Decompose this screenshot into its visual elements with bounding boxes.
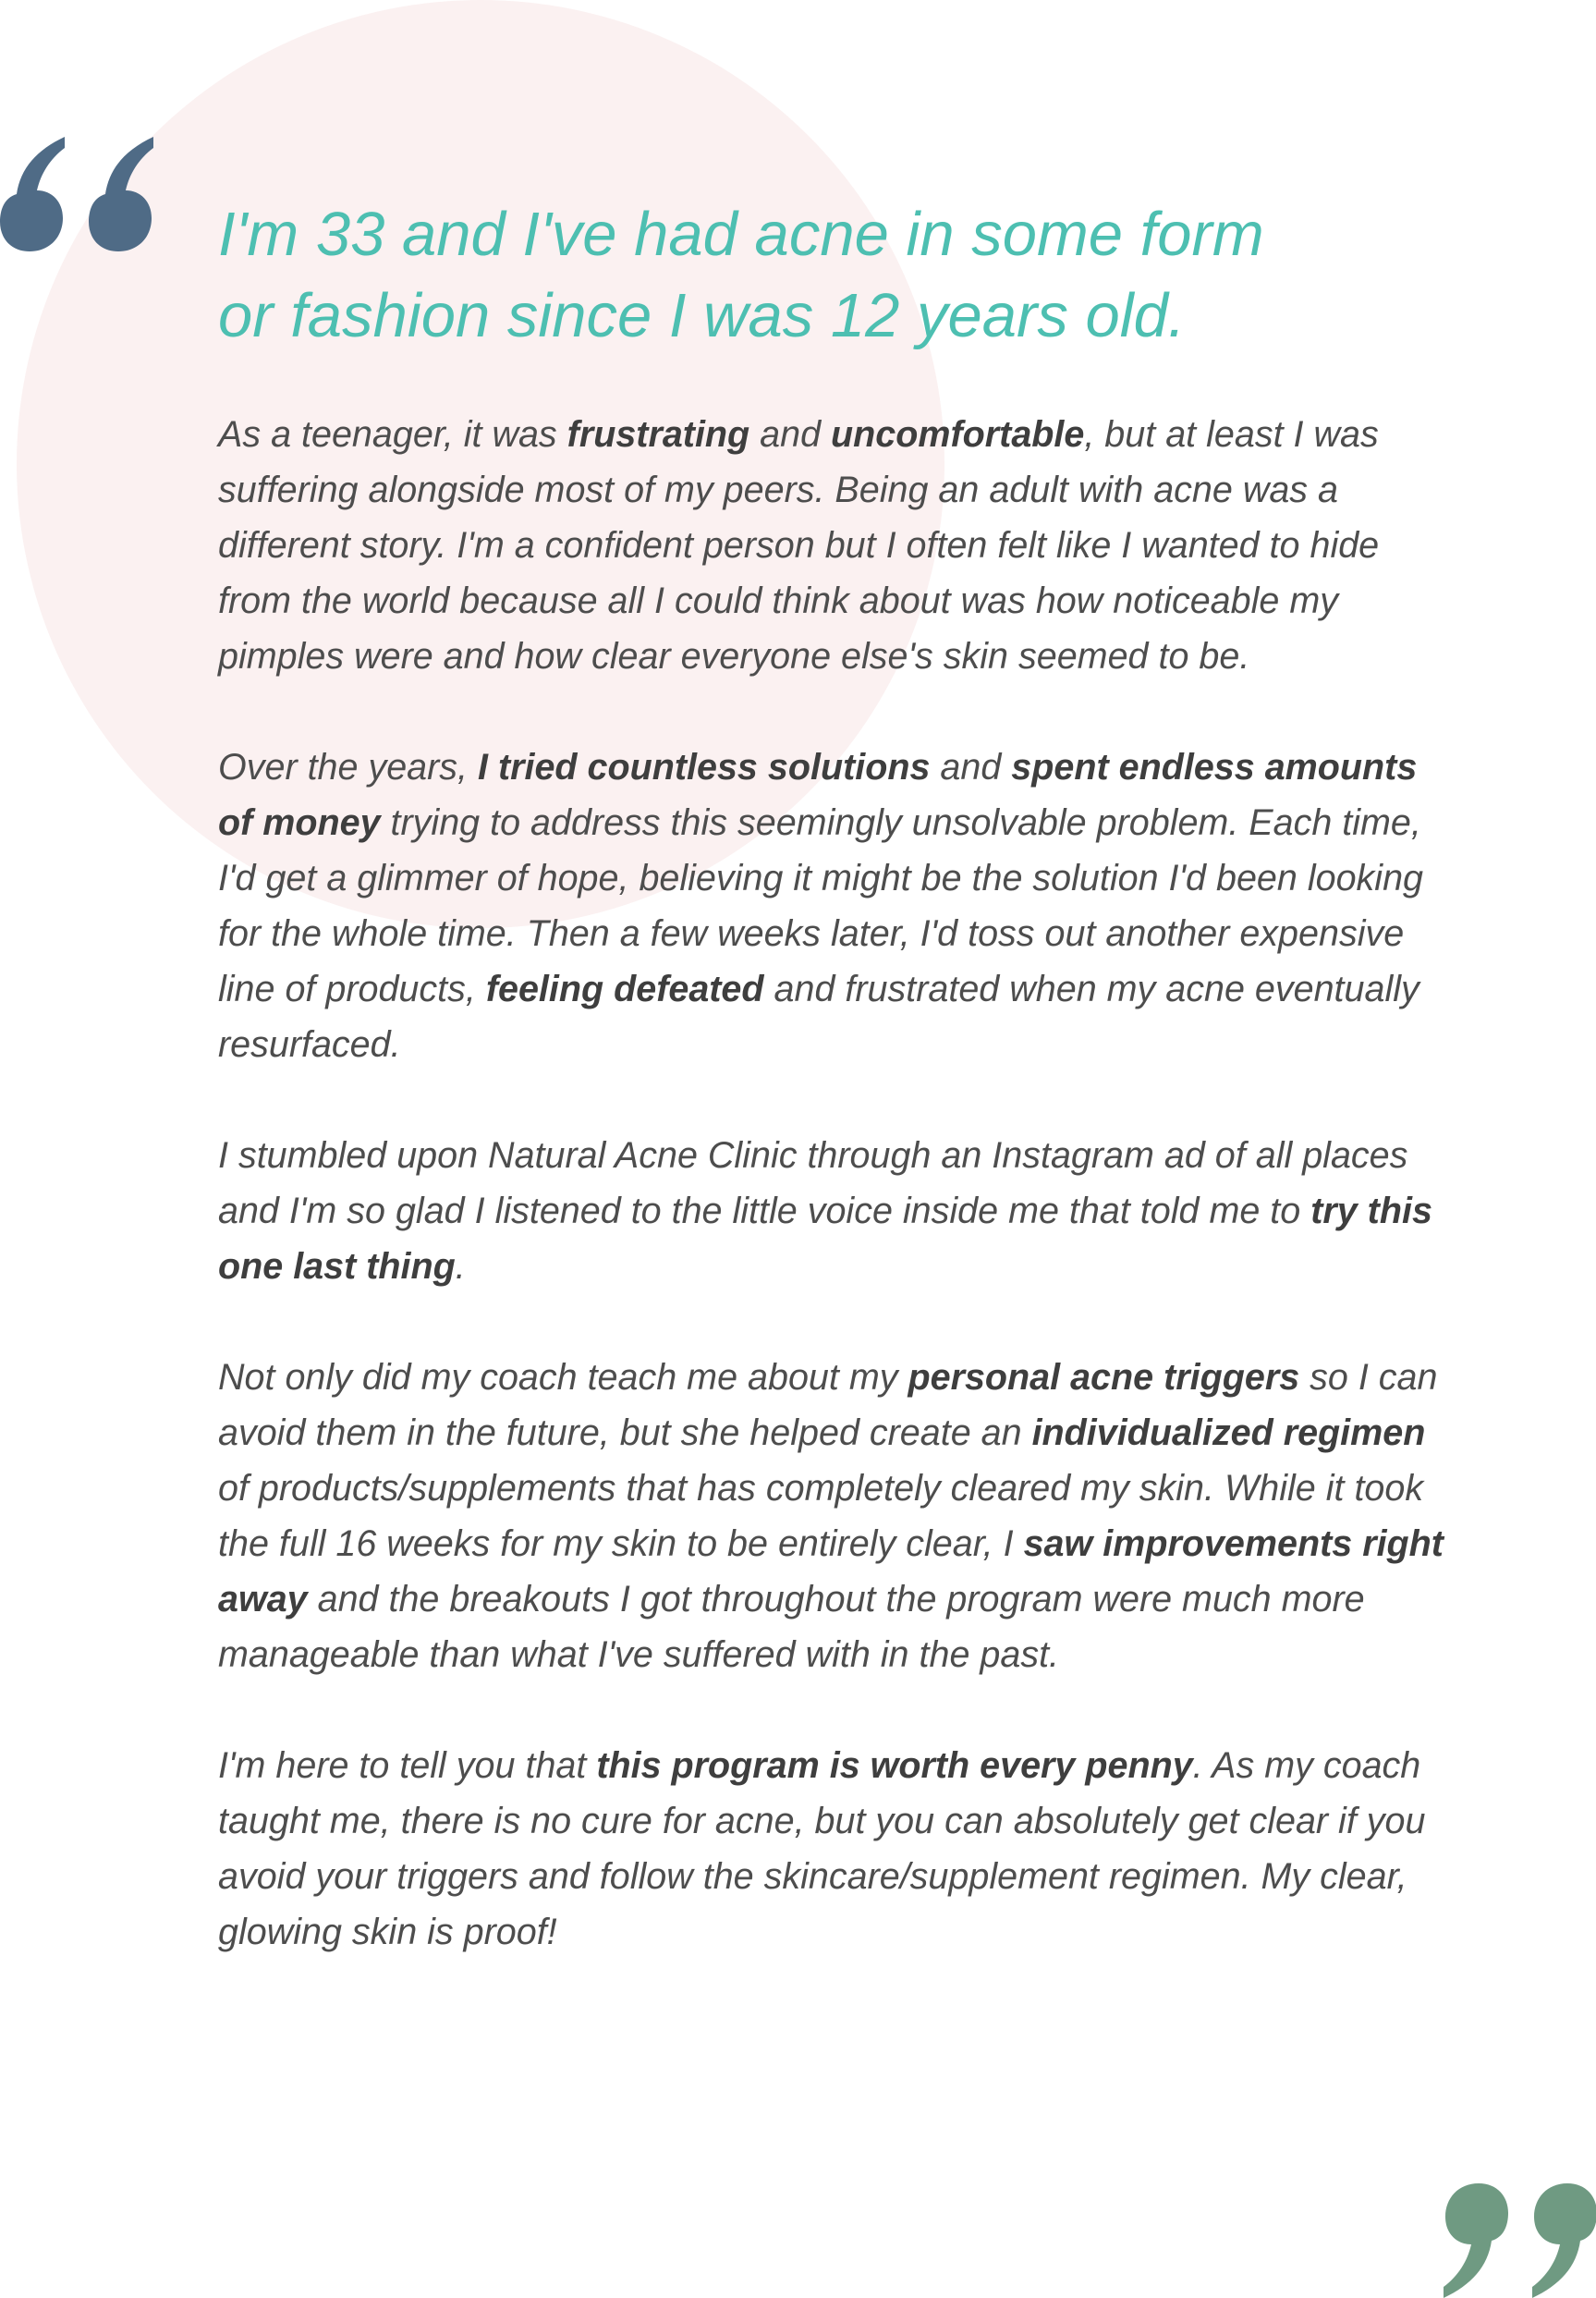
testimonial-body [218, 407, 1456, 1960]
emphasis-text: spent endless amounts of money [218, 747, 1418, 843]
testimonial-headline [218, 194, 1456, 357]
emphasis-text: saw improvements right away [218, 1523, 1444, 1620]
body-paragraph-1 [218, 407, 1456, 684]
body-paragraph-5 [218, 1738, 1456, 1960]
body-text: , but at least I was suffering alongside most of my peers. Being an adult with acne was a different story. I'm a confident person but I often felt like I wanted to hide from the world because all I could think about was how noticeable my pimples were and how clear everyone else's skin seemed to be. [218, 414, 1380, 677]
emphasis-text: feeling defeated [485, 969, 764, 1009]
testimonial [218, 194, 1456, 2015]
body-text: Not only did my coach teach me about my [218, 1357, 908, 1398]
headline-line-1: I'm 33 and I've had acne in some form [218, 200, 1264, 269]
body-text: I'm here to tell you that [218, 1745, 597, 1786]
emphasis-text: this program is worth every penny [596, 1745, 1193, 1786]
headline-line-2: or fashion since I was 12 years old. [218, 281, 1186, 350]
emphasis-text: individualized regimen [1031, 1412, 1426, 1453]
body-paragraph-4 [218, 1350, 1456, 1682]
body-text: I stumbled upon Natural Acne Clinic through an Instagram ad of all places and I'm so glad I listened to the little voice inside me that told me to [218, 1135, 1408, 1231]
emphasis-text: frustrating [567, 414, 750, 455]
body-text: As a teenager, it was [218, 414, 567, 455]
body-text: Over the years, [218, 747, 478, 788]
open-quote-icon [0, 137, 159, 251]
emphasis-text: I tried countless solutions [478, 747, 931, 788]
body-text: and the breakouts I got throughout the program were much more manageable than what I've suffered with in the past. [218, 1579, 1365, 1675]
close-quote-icon [1442, 2183, 1596, 2298]
emphasis-text: uncomfortable [831, 414, 1085, 455]
body-text: and [749, 414, 832, 455]
body-text: of products/supplements that has completely cleared my skin. While it took the full 16 weeks for my skin to be entirely clear, I [218, 1468, 1424, 1564]
body-paragraph-2 [218, 740, 1456, 1072]
body-text: . [455, 1246, 466, 1287]
body-text: . As my coach taught me, there is no cure for acne, but you can absolutely get clear if you avoid your triggers and follow the skincare/supplement regimen. My clear, glowing skin is proof! [218, 1745, 1426, 1952]
emphasis-text: try this one last thing [218, 1191, 1432, 1287]
body-text: and frustrated when my acne eventually resurfaced. [218, 969, 1419, 1065]
body-text: so I can avoid them in the future, but she helped create an [218, 1357, 1438, 1453]
emphasis-text: personal acne triggers [908, 1357, 1300, 1398]
body-text: and [930, 747, 1012, 788]
body-text: trying to address this seemingly unsolvable problem. Each time, I'd get a glimmer of hope, believing it might be the solution I'd been looking for the whole time. Then a few weeks later, I'd toss out another expensive line of products, [218, 802, 1424, 1009]
body-paragraph-3 [218, 1128, 1456, 1294]
